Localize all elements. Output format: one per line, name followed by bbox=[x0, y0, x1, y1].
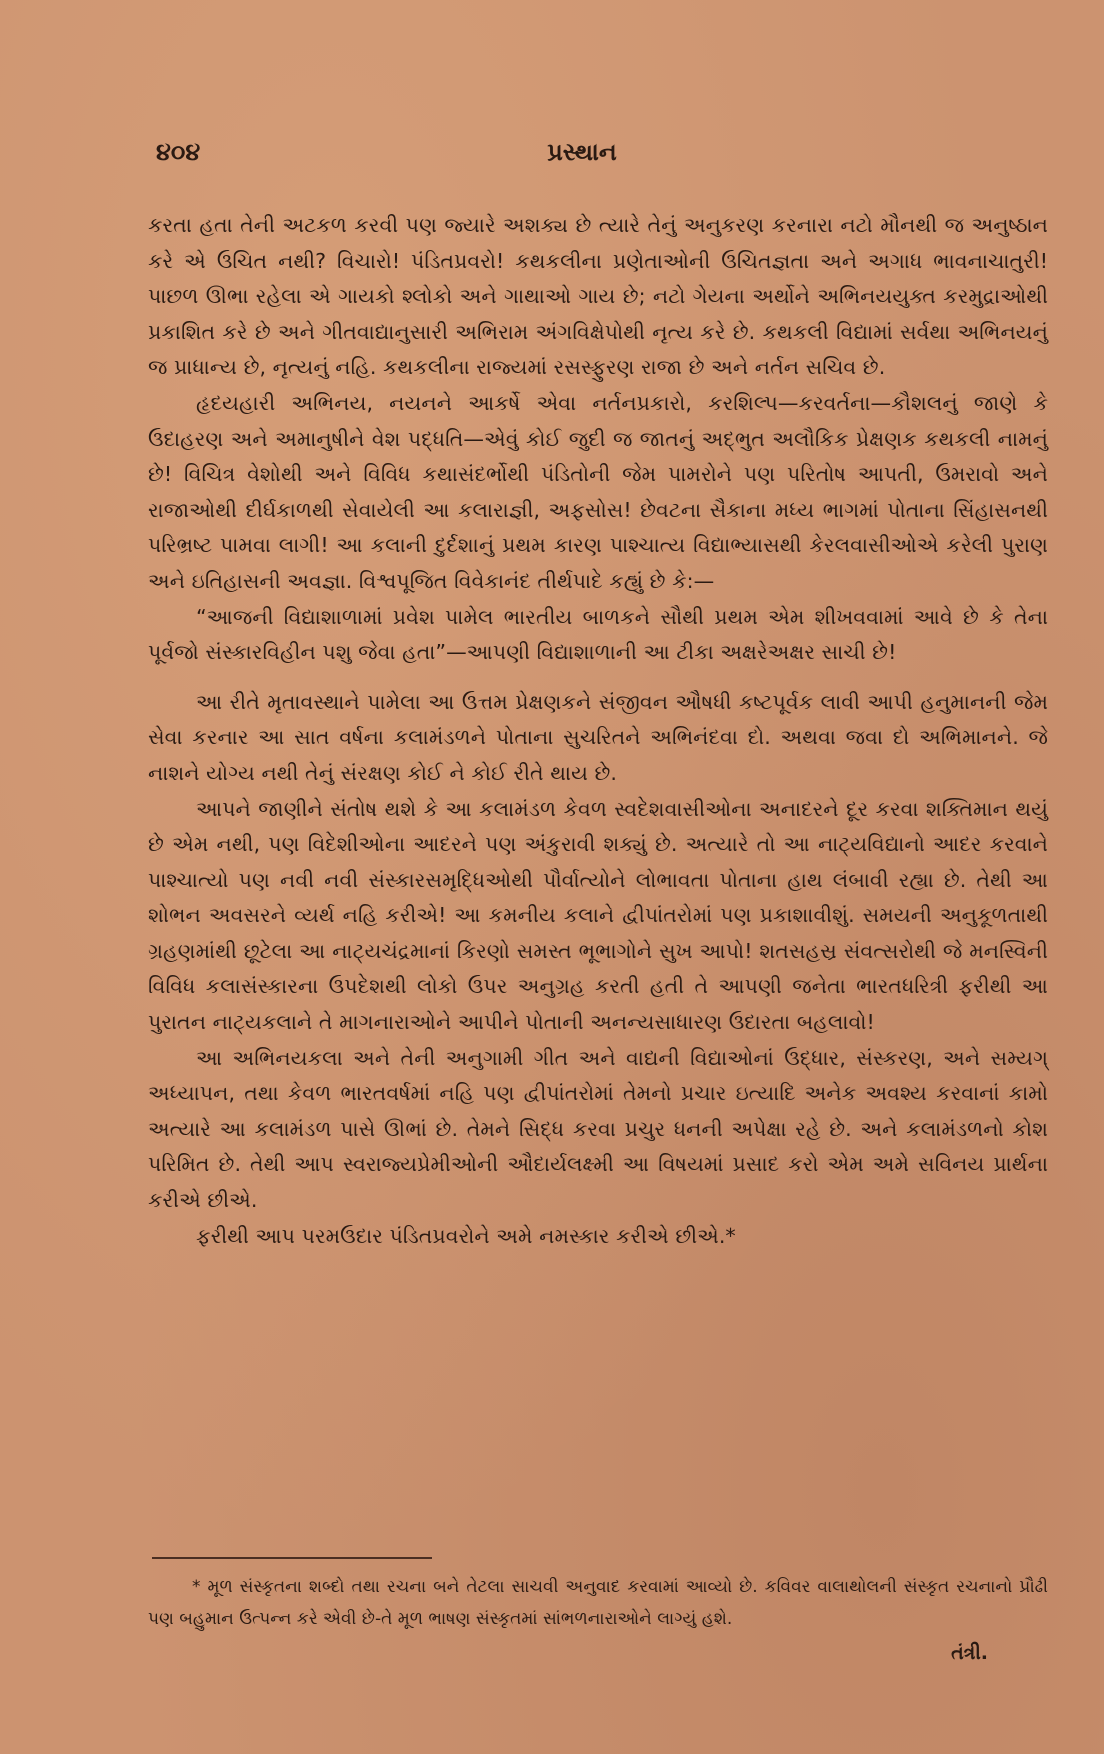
footnote-signature: તંત્રી. bbox=[951, 1642, 988, 1664]
body-text bbox=[148, 208, 1048, 1254]
page-number: ૪૦૪ bbox=[156, 138, 201, 166]
paragraph-1: કરતા હતા તેની અટકળ કરવી પણ જ્યારે અશક્ય છે ત્યારે તેનું અનુકરણ કરનારા નટો મૌનથી જ અનુષ્ઠાન કરે એ ઉચિત નથી? વિચારો! પંડિતપ્રવરો! કથકલીના પ્રણેતાઓની ઉચિતજ્ઞતા અને અગાધ ભાવનાચાતુરી! પાછળ ઊભા રહેલા એ ગાયકો શ્લોકો અને ગાથાઓ ગાય છે; નટો ગેયના અર્થોને અભિનયયુક્ત કરમુદ્રાઓથી પ્રકાશિત કરે છે અને ગીતવાદ્યાનુસારી અભિરામ અંગવિક્ષેપોથી નૃત્ય કરે છે. કથકલી વિદ્યામાં સર્વથા અભિનયનું જ પ્રાધાન્ય છે, નૃત્યનું નહિ. કથકલીના રાજ્યમાં રસસ્ફુરણ રાજા છે અને નર્તન સચિવ છે. bbox=[148, 213, 1048, 380]
footnote bbox=[148, 1571, 1048, 1664]
quote-paragraph: “આજની વિદ્યાશાળામાં પ્રવેશ પામેલ ભારતીય બાળકને સૌથી પ્રથમ એમ શીખવવામાં આવે છે કે તેના પૂર્વજો સંસ્કારવિહીન પશુ જેવા હતા”—આપણી વિદ્યાશાળાની આ ટીકા અક્ષરેઅક્ષર સાચી છે! bbox=[148, 604, 1048, 665]
paragraph-6: આ અભિનયકલા અને તેની અનુગામી ગીત અને વાદ્યની વિદ્યાઓનાં ઉદ્ધાર, સંસ્કરણ, અને સમ્યગ્ અધ્યાપન, તથા કેવળ ભારતવર્ષમાં નહિ પણ દ્વીપાંતરોમાં તેમનો પ્રચાર ઇત્યાદિ અનેક અવશ્ય કરવાનાં કામો અત્યારે આ કલામંડળ પાસે ઊભાં છે. તેમને સિદ્ધ કરવા પ્રચુર ધનની અપેક્ષા રહે છે. અને કલામંડળનો કોશ પરિમિત છે. તેથી આપ સ્વરાજ્યપ્રેમીઓની ઔદાર્યલક્ષ્મી આ વિષયમાં પ્રસાદ કરો એમ અમે સવિનય પ્રાર્થના કરીએ છીએ. bbox=[148, 1045, 1048, 1213]
footnote-divider bbox=[152, 1557, 432, 1559]
footnote-text: * મૂળ સંસ્કૃતના શબ્દો તથા રચના બને તેટલા સાચવી અનુવાદ કરવામાં આવ્યો છે. કવિવર વાલાથોલની સંસ્કૃત રચનાનો પ્રૌઢી પણ બહુમાન ઉત્પન્ન કરે એવી છે-તે મૂળ ભાષણ સંસ્કૃતમાં સાંભળનારાઓને લાગ્યું હશે. bbox=[148, 1577, 1048, 1629]
running-title: પ્રસ્થાન bbox=[547, 138, 617, 166]
paragraph-4: આ રીતે મૃતાવસ્થાને પામેલા આ ઉત્તમ પ્રેક્ષણકને સંજીવન ઔષધી કષ્ટપૂર્વક લાવી આપી હનુમાનની જેમ સેવા કરનાર આ સાત વર્ષના કલામંડળને પોતાના સુચરિતને અભિનંદવા દો. અથવા જવા દો અભિમાનને. જે નાશને યોગ્ય નથી તેનું સંરક્ષણ કોઈ ને કોઈ રીતે થાય છે. bbox=[148, 689, 1048, 785]
paragraph-5: આપને જાણીને સંતોષ થશે કે આ કલામંડળ કેવળ સ્વદેશવાસીઓના અનાદરને દૂર કરવા શક્તિમાન થયું છે એમ નથી, પણ વિદેશીઓના આદરને પણ અંકુરાવી શક્યું છે. અત્યારે તો આ નાટ્યવિદ્યાનો આદર કરવાને પાશ્ચાત્યો પણ નવી નવી સંસ્કારસમૃદ્ધિઓથી પૌર્વાત્યોને લોભાવતા પોતાના હાથ લંબાવી રહ્યા છે. તેથી આ શોભન અવસરને વ્યર્થ નહિ કરીએ! આ કમનીય કલાને દ્વીપાંતરોમાં પણ પ્રકાશાવીશું. સમયની અનુકૂળતાથી ગ્રહણમાંથી છૂટેલા આ નાટ્યચંદ્રમાનાં કિરણો સમસ્ત ભૂભાગોને સુખ આપો! શતસહસ્ર સંવત્સરોથી જે મનસ્વિની વિવિધ કલાસંસ્કારના ઉપદેશથી લોકો ઉપર અનુગ્રહ કરતી હતી તે આપણી જનેતા ભારતધરિત્રી ફરીથી આ પુરાતન નાટ્યકલાને તે માગનારાઓને આપીને પોતાની અનન્યસાધારણ ઉદારતા બહલાવો! bbox=[148, 796, 1048, 1035]
closing-paragraph: ફરીથી આપ પરમઉદાર પંડિતપ્રવરોને અમે નમસ્કાર કરીએ છીએ.* bbox=[196, 1223, 736, 1248]
paragraph-2: હૃદયહારી અભિનય, નયનને આકર્ષે એવા નર્તનપ્રકારો, કરશિલ્પ—કરવર્તના—કૌશલનું જાણે કે ઉદાહરણ અને અમાનુષીને વેશ પદ્ધતિ—એવું કોઈ જુદી જ જાતનું અદ્ભુત અલૌકિક પ્રેક્ષણક કથકલી નામનું છે! વિચિત્ર વેશોથી અને વિવિધ કથાસંદર્ભોથી પંડિતોની જેમ પામરોને પણ પરિતોષ આપતી, ઉમરાવો અને રાજાઓથી દીર્ઘકાળથી સેવાયેલી આ કલારાજ્ઞી, અફસોસ! છેવટના સૈકાના મધ્ય ભાગમાં પોતાના સિંહાસનથી પરિભ્રષ્ટ પામવા લાગી! આ કલાની દુર્દશાનું પ્રથમ કારણ પાશ્ચાત્ય વિદ્યાભ્યાસથી કેરલવાસીઓએ કરેલી પુરાણ અને ઇતિહાસની અવજ્ઞા. વિશ્વપૂજિત વિવેકાનંદ તીર્થપાદે કહ્યું છે કે:— bbox=[148, 390, 1048, 593]
page-header bbox=[156, 138, 1008, 178]
